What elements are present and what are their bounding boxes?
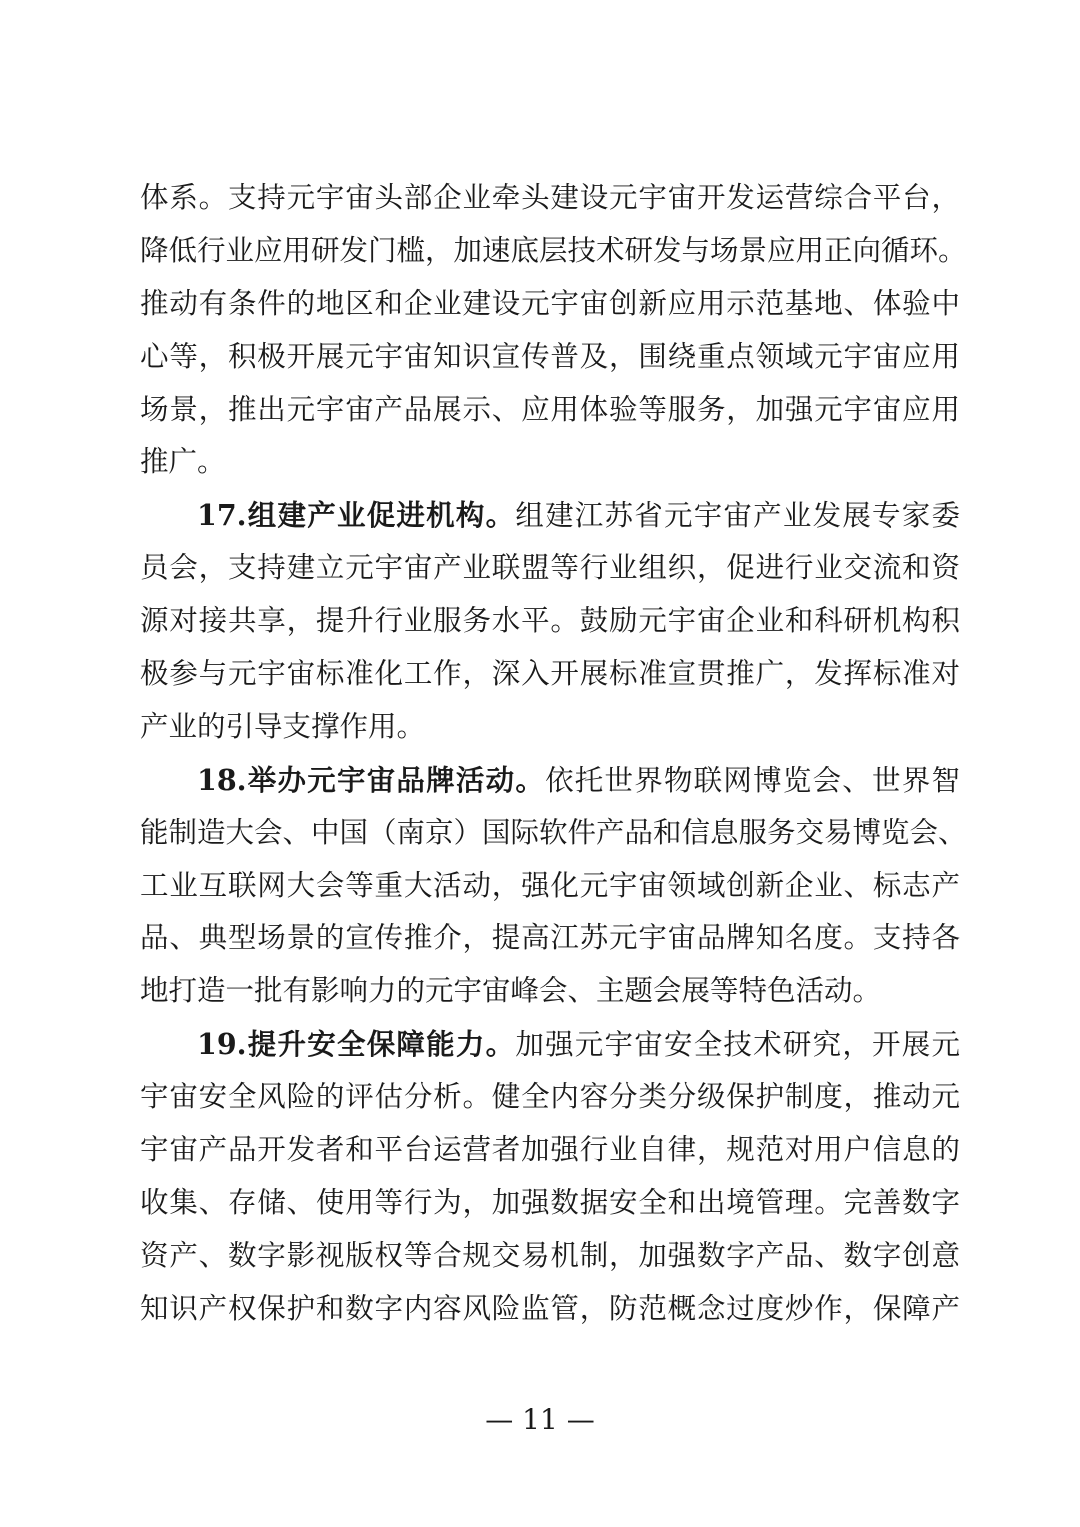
text-line: 极参与元宇宙标准化工作，深入开展标准宣贯推广，发挥标准对 <box>140 657 960 691</box>
paragraph-first-line <box>140 489 960 542</box>
paragraph-first-line <box>140 1018 960 1071</box>
text-run: 加强元宇宙安全技术研究，开展元 <box>515 1028 960 1062</box>
text-line: 降低行业应用研发门槛，加速底层技术研发与场景应用正向循环。 <box>140 233 967 267</box>
paragraph-17 <box>140 489 960 753</box>
text-line: 宇宙安全风险的评估分析。健全内容分类分级保护制度，推动元 <box>140 1080 960 1114</box>
text-run: 依托世界物联网博览会、世界智 <box>545 763 960 797</box>
text-line: 推广。 <box>140 445 226 479</box>
text-line: 能制造大会、中国（南京）国际软件产品和信息服务交易博览会、 <box>140 815 967 849</box>
text-line: 地打造一批有影响力的元宇宙峰会、主题会展等特色活动。 <box>140 974 882 1008</box>
paragraph-heading: 19.提升安全保障能力。 <box>197 1027 516 1062</box>
text-line: 产业的引导支撑作用。 <box>140 709 426 743</box>
paragraph-18 <box>140 754 967 1018</box>
text-line: 宇宙产品开发者和平台运营者加强行业自律，规范对用户信息的 <box>140 1133 960 1167</box>
text-line: 资产、数字影视版权等合规交易机制，加强数字产品、数字创意 <box>140 1238 960 1272</box>
text-line: 员会，支持建立元宇宙产业联盟等行业组织，促进行业交流和资 <box>140 551 960 585</box>
paragraph-19 <box>140 1018 960 1335</box>
body-text <box>140 172 967 1336</box>
text-line: 推动有条件的地区和企业建设元宇宙创新应用示范基地、体验中 <box>140 286 960 320</box>
text-line: 品、典型场景的宣传推介，提高江苏元宇宙品牌知名度。支持各 <box>140 921 960 955</box>
text-line: 体系。支持元宇宙头部企业牵头建设元宇宙开发运营综合平台， <box>140 181 960 214</box>
text-line: 心等，积极开展元宇宙知识宣传普及，围绕重点领域元宇宙应用 <box>140 339 960 373</box>
page-number: — 11 — <box>485 1403 595 1436</box>
text-line: 知识产权保护和数字内容风险监管，防范概念过度炒作，保障产 <box>140 1291 960 1325</box>
text-line: 收集、存储、使用等行为，加强数据安全和出境管理。完善数字 <box>140 1185 960 1219</box>
paragraph-first-line <box>140 754 960 807</box>
text-line: 工业互联网大会等重大活动，强化元宇宙领域创新企业、标志产 <box>140 868 960 902</box>
paragraph-heading: 18.举办元宇宙品牌活动。 <box>197 762 546 797</box>
text-line: 源对接共享，提升行业服务水平。鼓励元宇宙企业和科研机构积 <box>140 604 960 638</box>
paragraph-heading: 17.组建产业促进机构。 <box>197 498 516 533</box>
text-run: 组建江苏省元宇宙产业发展专家委 <box>515 499 960 533</box>
text-line: 场景，推出元宇宙产品展示、应用体验等服务，加强元宇宙应用 <box>140 392 960 426</box>
paragraph-continuation <box>140 172 967 489</box>
